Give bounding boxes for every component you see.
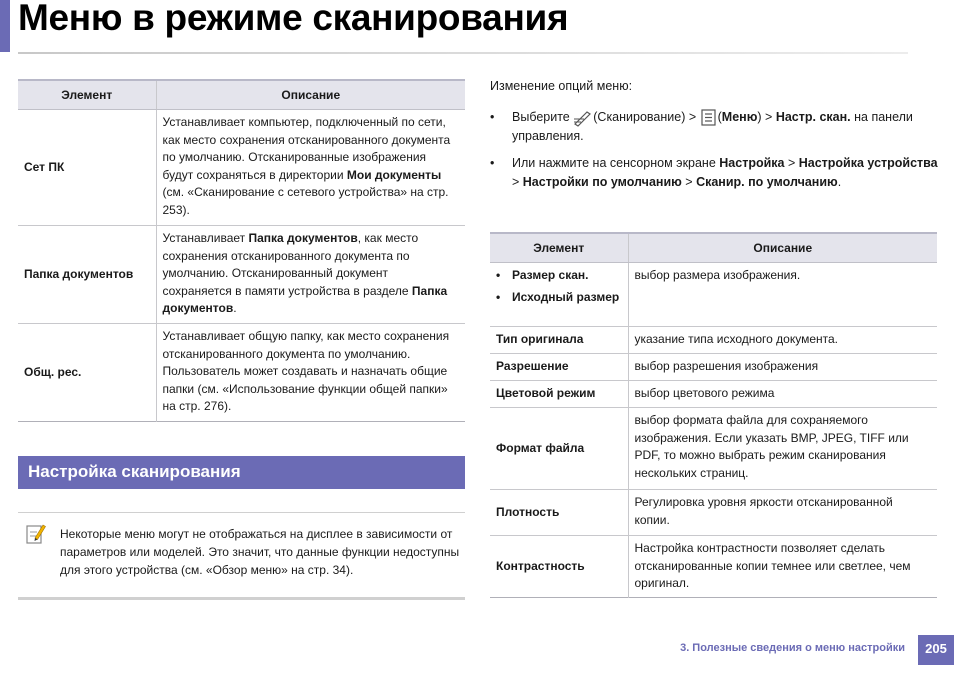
table-row	[490, 490, 937, 536]
section-header	[18, 456, 465, 489]
section-title: Настройка сканирования	[28, 462, 241, 481]
table-header-description: Описание	[156, 80, 465, 110]
row-item: Сет ПК	[18, 110, 156, 226]
row-item: Цветовой режим	[490, 381, 628, 408]
table-row	[490, 263, 937, 327]
note-text: Некоторые меню могут не отображаться на дисплее в зависимости от параметров или моделей. Это значит, что данные функции недоступны для этого устройства (см. «Обзор меню» на стр. 34).	[60, 527, 460, 577]
table-row	[490, 354, 937, 381]
page-number: 205	[918, 635, 954, 665]
row-item: Плотность	[490, 490, 628, 536]
row-item: Тип оригинала	[490, 327, 628, 354]
list-item: • Выберите (Сканирование) > (Меню) > Настр. скан. на панели управления.	[490, 110, 913, 143]
row-item: Контрастность	[490, 536, 628, 598]
row-description: выбор разрешения изображения	[628, 354, 937, 381]
footer-chapter: 3. Полезные сведения о меню настройки	[680, 642, 905, 654]
row-description: выбор формата файла для сохраняемого изображения. Если указать BMP, JPEG, TIFF или PDF, то можно выбрать режим сканирования нескольких страниц.	[628, 408, 937, 490]
row-item: Формат файла	[490, 408, 628, 490]
note-box	[18, 512, 465, 600]
row-description: Устанавливает общую папку, как место сохранения отсканированного документа по умолчанию. Пользователь может создавать и назначать общие папки (см. «Использование функции общей папки» на стр. 276).	[156, 324, 465, 422]
note-pencil-icon	[26, 523, 46, 545]
page-title: Меню в режиме сканирования	[18, 0, 569, 38]
table-row	[18, 226, 465, 324]
row-description: Регулировка уровня яркости отсканированной копии.	[628, 490, 937, 536]
scan-icon	[573, 109, 593, 127]
row-description: Устанавливает Папка документов, как место сохранения отсканированного документа по умолчанию. Отсканированный документ сохраняется в памяти устройства в разделе Папка документов.	[156, 226, 465, 324]
intro-text: Изменение опций меню:	[490, 79, 633, 93]
table-row	[490, 381, 937, 408]
table-header-item: Элемент	[490, 233, 628, 263]
menu-icon	[700, 109, 718, 126]
table-row	[18, 110, 465, 226]
table-row	[490, 536, 937, 598]
row-subitem: Исходный размер	[512, 289, 620, 304]
row-subitem: Размер скан.	[512, 268, 589, 282]
table-header-item: Элемент	[18, 80, 156, 110]
title-accent-bar	[0, 0, 10, 52]
list-item: • Или нажмите на сенсорном экране Настройка > Настройка устройства > Настройки по умолчанию > Сканир. по умолчанию.	[490, 156, 938, 189]
row-description: Настройка контрастности позволяет сделать отсканированные копии темнее или светлее, чем оригинал.	[628, 536, 937, 598]
row-description: Устанавливает компьютер, подключенный по сети, как место сохранения отсканированного документа по умолчанию. Отсканированные изображения будут сохраняться в директории Мои документы (см. «Сканирование с сетевого устройства» на стр. 253).	[156, 110, 465, 226]
row-description: выбор размера изображения.	[628, 263, 937, 327]
destination-table	[18, 79, 465, 422]
table-row	[490, 408, 937, 490]
table-header-description: Описание	[628, 233, 937, 263]
table-row	[18, 324, 465, 422]
row-description: указание типа исходного документа.	[628, 327, 937, 354]
scan-settings-table	[490, 232, 937, 598]
row-item: • Размер скан. • Исходный размер	[490, 263, 628, 327]
table-row	[490, 327, 937, 354]
row-item: Разрешение	[490, 354, 628, 381]
row-description: выбор цветового режима	[628, 381, 937, 408]
row-item: Общ. рес.	[18, 324, 156, 422]
title-rule	[18, 52, 908, 54]
row-item: Папка документов	[18, 226, 156, 324]
instructions-list	[490, 108, 940, 200]
